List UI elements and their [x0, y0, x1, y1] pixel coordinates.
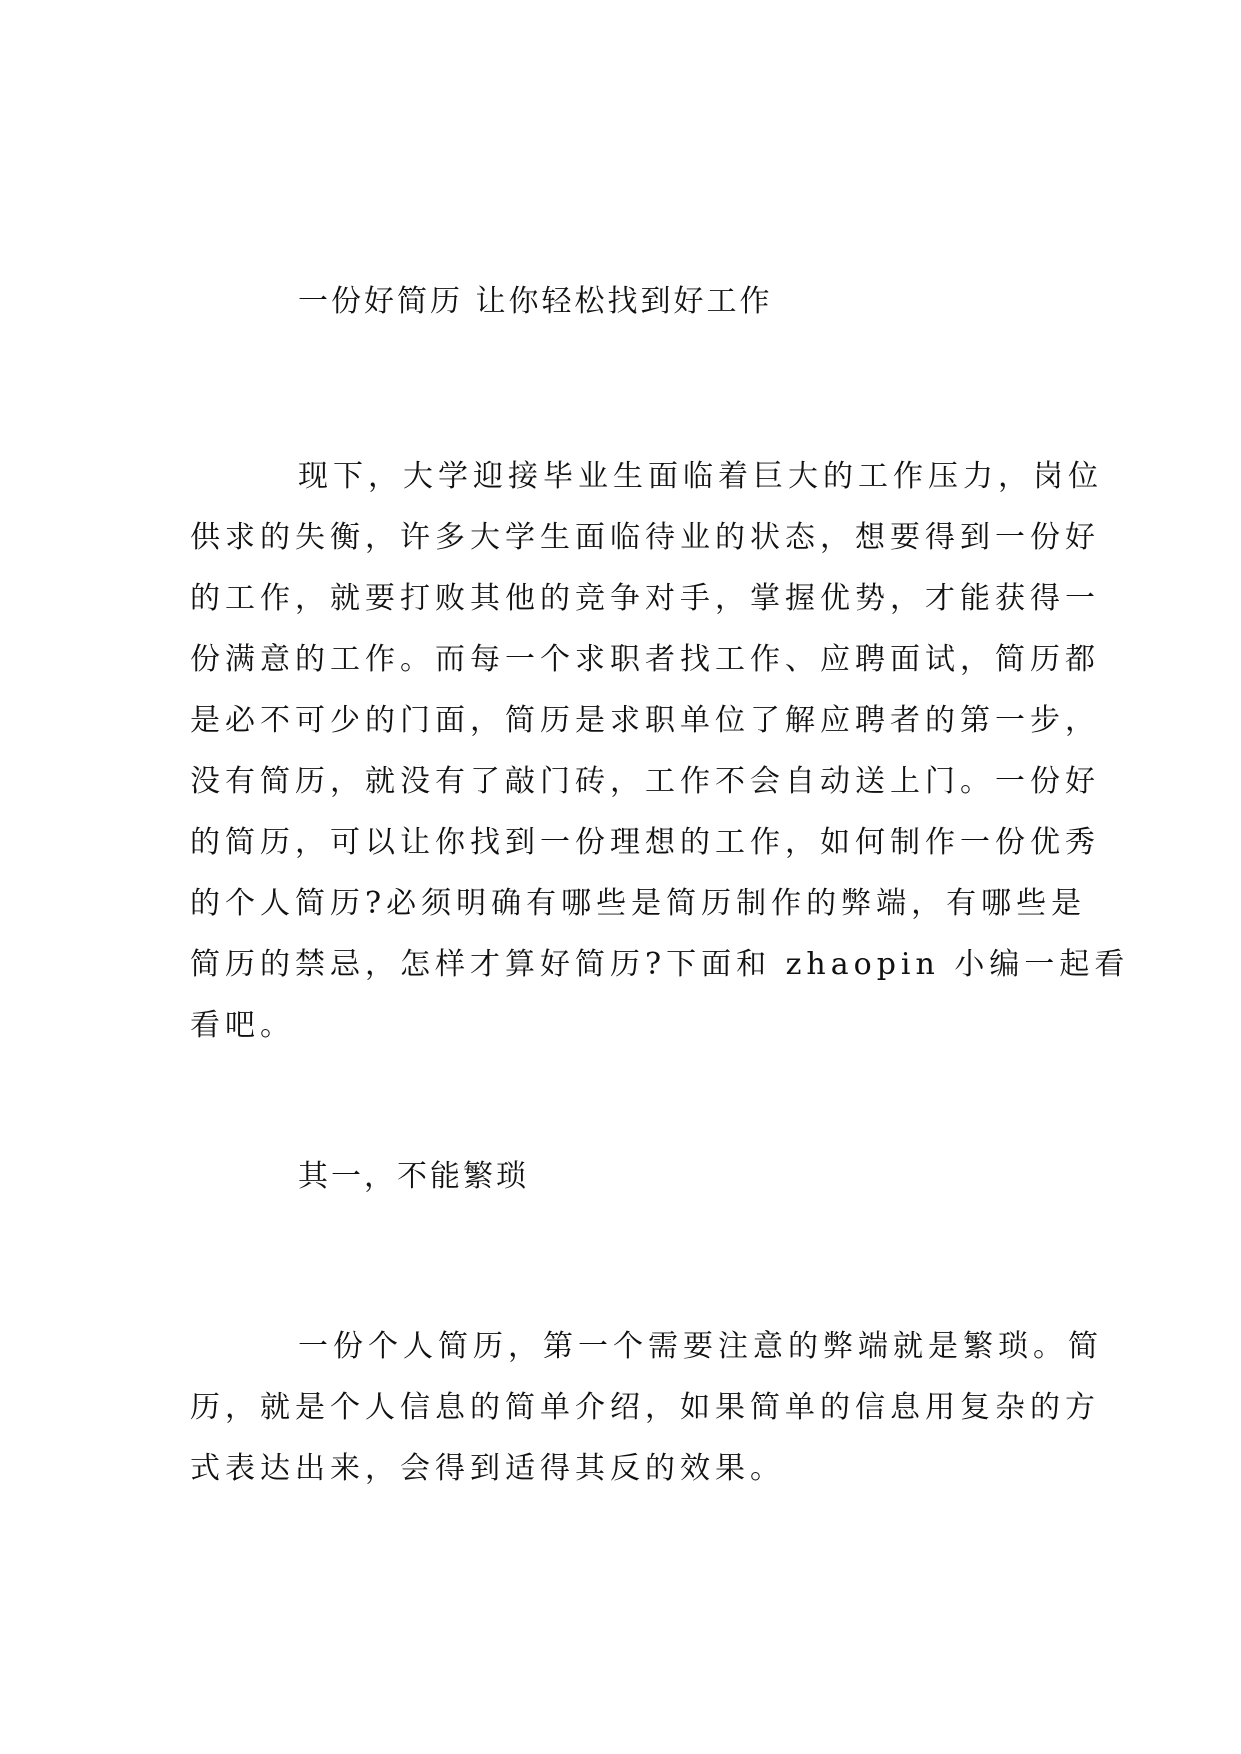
paragraph-line: 的工作，就要打败其他的竞争对手，掌握优势，才能获得一	[190, 581, 1100, 616]
document-title: 一份好简历 让你轻松找到好工作	[298, 284, 773, 319]
paragraph-line: 一份个人简历，第一个需要注意的弊端就是繁琐。简	[298, 1329, 1103, 1364]
section-paragraph	[190, 1316, 1103, 1499]
paragraph-line: 份满意的工作。而每一个求职者找工作、应聘面试，简历都	[190, 642, 1100, 677]
intro-paragraph	[190, 446, 1130, 1056]
paragraph-line: 现下，大学迎接毕业生面临着巨大的工作压力，岗位	[298, 459, 1103, 494]
section-heading: 其一，不能繁琐	[298, 1159, 529, 1194]
paragraph-line: 供求的失衡，许多大学生面临待业的状态，想要得到一份好	[190, 520, 1100, 555]
paragraph-line: 是必不可少的门面，简历是求职单位了解应聘者的第一步，	[190, 703, 1100, 738]
paragraph-line: 没有简历，就没有了敲门砖，工作不会自动送上门。一份好	[190, 764, 1100, 799]
paragraph-line: 看吧。	[190, 1008, 295, 1043]
paragraph-line: 简历的禁忌，怎样才算好简历?下面和 zhaopin 小编一起看	[190, 947, 1130, 982]
paragraph-line: 历，就是个人信息的简单介绍，如果简单的信息用复杂的方	[190, 1390, 1100, 1425]
paragraph-line: 式表达出来，会得到适得其反的效果。	[190, 1451, 785, 1486]
paragraph-line: 的个人简历?必须明确有哪些是简历制作的弊端，有哪些是	[190, 886, 1087, 921]
paragraph-line: 的简历，可以让你找到一份理想的工作，如何制作一份优秀	[190, 825, 1100, 860]
